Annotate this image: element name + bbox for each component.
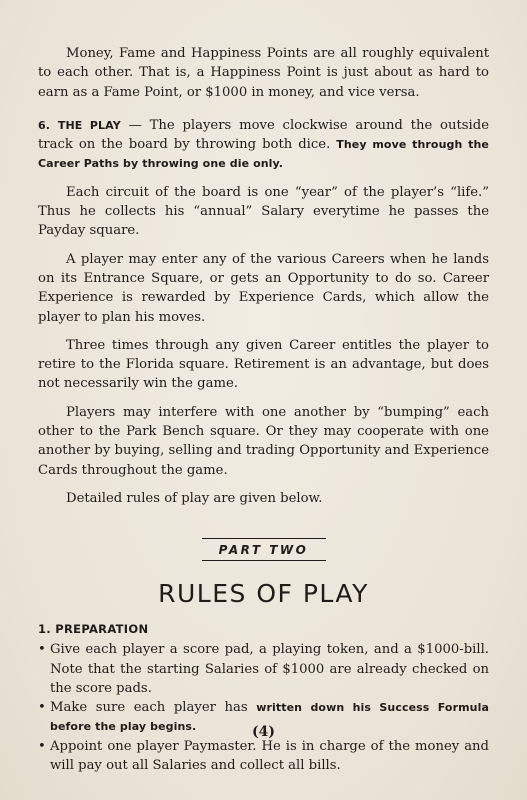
section-6-paragraph xyxy=(38,116,489,174)
list-item-bold-text: written down his Success Formula before the play begins. xyxy=(50,701,489,734)
part-label: PART TWO xyxy=(202,538,326,561)
preparation-heading: 1. PREPARATION xyxy=(38,622,149,637)
section-6-number: 6. xyxy=(38,118,51,132)
body-paragraph: Players may interfere with one another by “bumping” each other to the Park Bench square. Or they may cooperate with one another by buying, selling and trading Opportunity and Experience Cards throughout the game. xyxy=(38,404,489,478)
page-number: (4) xyxy=(252,724,275,740)
preparation-list xyxy=(38,640,489,775)
body-paragraph: Three times through any given Career entitles the player to retire to the Florida square. Retirement is an advantage, but does not necessarily win the game. xyxy=(38,337,489,392)
body-paragraph: Each circuit of the board is one “year” of the player’s “life.” Thus he collects his “annual” Salary everytime he passes the Payday square. xyxy=(38,184,489,239)
rules-title: RULES OF PLAY xyxy=(158,579,369,609)
body-paragraph: Detailed rules of play are given below. xyxy=(66,490,323,506)
section-6-bold-text: They move through the Career Paths by throwing one die only. xyxy=(38,138,489,171)
section-6-text: — The players move clockwise around the outside track on the board by throwing both dice. xyxy=(38,117,490,153)
body-paragraph: A player may enter any of the various Careers when he lands on its Entrance Square, or gets an Opportunity to do so. Career Experience is rewarded by Experience Cards, which allow the player to plan his moves. xyxy=(38,251,489,325)
list-item: • Give each player a score pad, a playing token, and a $1000-bill. Note that the starting Salaries of $1000 are already checked on the score pads. xyxy=(38,640,489,698)
intro-paragraph: Money, Fame and Happiness Points are all roughly equivalent to each other. That is, a Happiness Point is just about as hard to earn as a Fame Point, or $1000 in money, and vice versa. xyxy=(38,46,489,100)
section-6-heading: THE PLAY xyxy=(57,118,121,132)
list-item: • Make sure each player has written down his Success Formula before the play begins. xyxy=(38,698,489,737)
list-item: • Appoint one player Paymaster. He is in charge of the money and will pay out all Salaries and collect all bills. xyxy=(38,737,489,776)
